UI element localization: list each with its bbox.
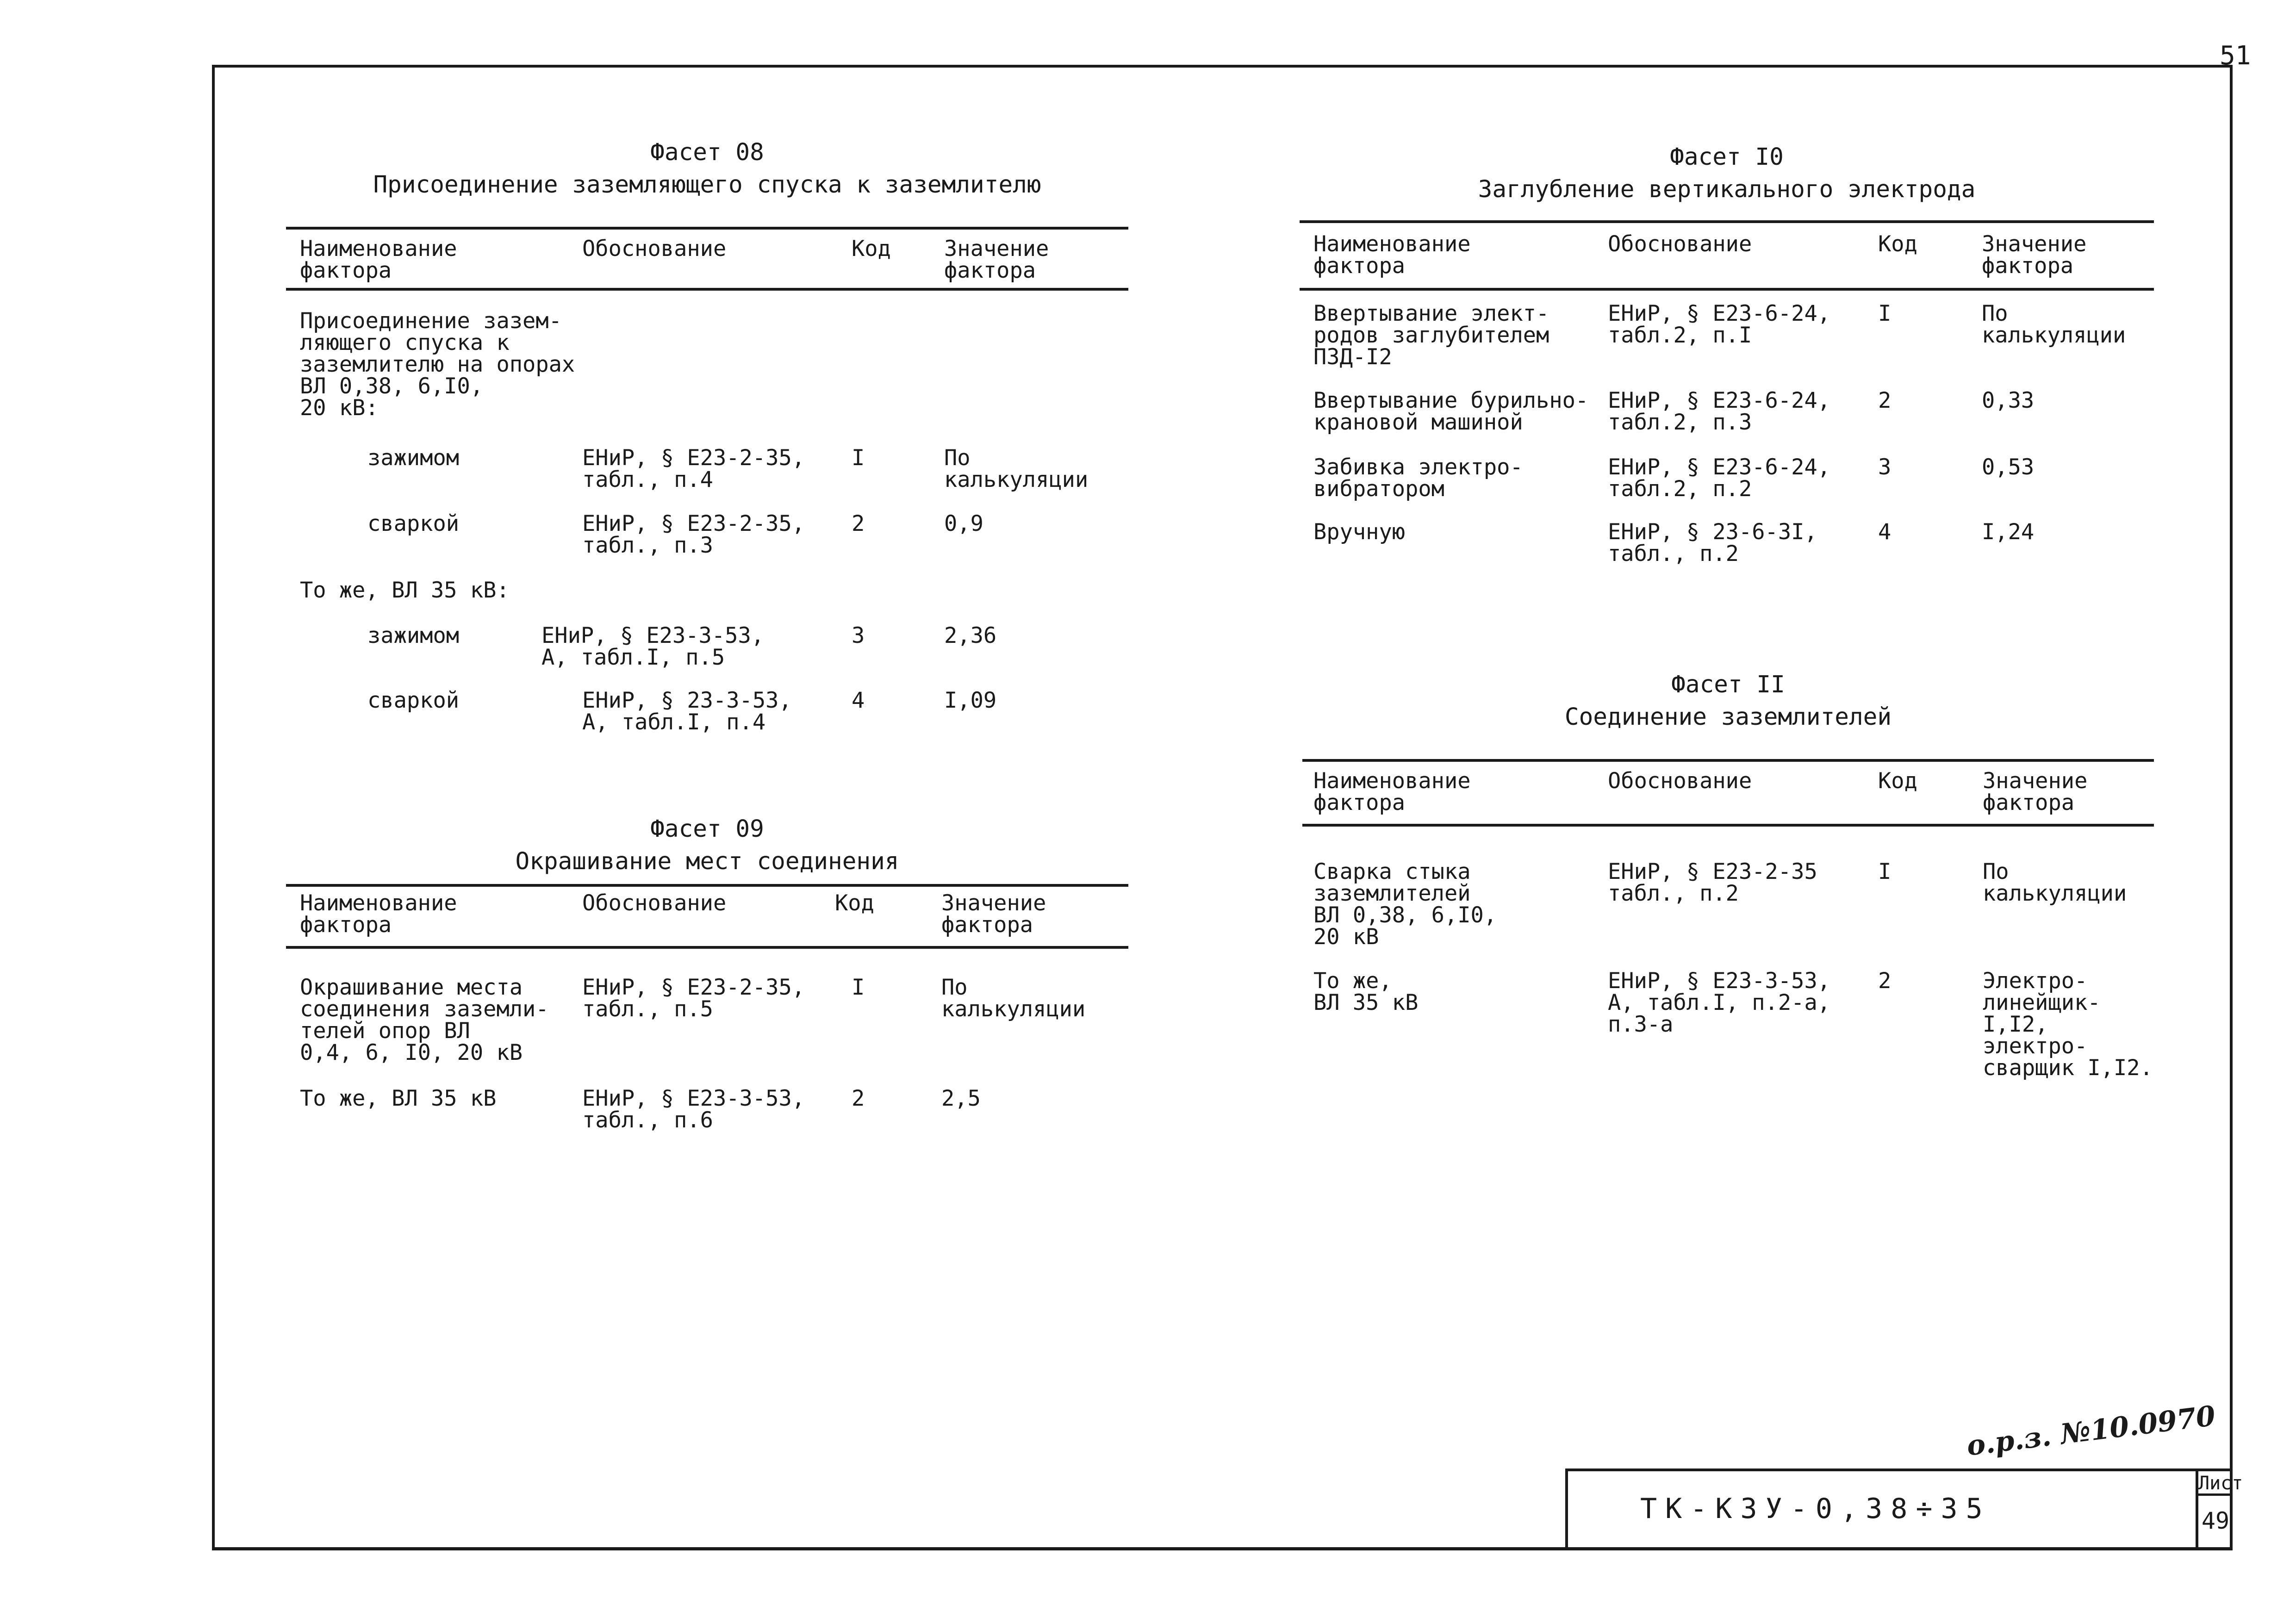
header-value: Значение фактора <box>1983 768 2088 815</box>
row-name: Окрашивание места соединения заземли- телей опор ВЛ 0,4, 6, I0, 20 кВ <box>300 975 549 1065</box>
row-name: сваркой <box>367 511 460 536</box>
row-basis: ЕНиР, § Е23-2-35, табл., п.4 <box>582 445 805 492</box>
row-code: I <box>1878 301 1892 326</box>
title-block <box>1565 1468 2243 1547</box>
row-value: По калькуляции <box>941 975 1086 1022</box>
facet-title: Фасет 09 <box>650 815 764 843</box>
document-code: ТК-КЗУ-0,38÷35 <box>1640 1493 1991 1525</box>
row-value: 0,53 <box>1982 454 2035 480</box>
row-basis: ЕНиР, § Е23-2-35, табл., п.5 <box>582 975 805 1022</box>
row-code: I <box>852 975 865 1000</box>
facet-title: Фасет II <box>1671 671 1785 698</box>
facet-subtitle: Заглубление вертикального электрода <box>1478 176 1976 203</box>
table-rule-top <box>286 884 1128 887</box>
table-rule-header <box>286 946 1128 949</box>
row-basis: ЕНиР, § Е23-6-24, табл.2, п.2 <box>1608 454 1831 502</box>
row-name: сваркой <box>367 688 460 713</box>
row-basis: ЕНиР, § 23-6-3I, табл., п.2 <box>1608 519 1817 566</box>
header-code: Код <box>1878 231 1917 257</box>
row-basis: ЕНиР, § Е23-6-24, табл.2, п.I <box>1608 301 1831 348</box>
row-code: 2 <box>1878 388 1892 413</box>
sheet-label: Лист <box>2198 1473 2233 1496</box>
row-value: I,09 <box>944 688 997 713</box>
table-rule-top <box>286 227 1128 230</box>
header-name: Наименование фактора <box>300 890 457 938</box>
facet-title: Фасет I0 <box>1670 143 1784 171</box>
row-code: 4 <box>1878 519 1892 545</box>
row-basis: ЕНиР, § Е23-3-53, А, табл.I, п.2-а, п.3-а <box>1608 968 1831 1037</box>
header-value: Значение фактора <box>941 890 1046 938</box>
page-number: 51 <box>2220 41 2251 71</box>
row-code: 2 <box>852 1086 865 1111</box>
row-basis: ЕНиР, § Е23-6-24, табл.2, п.3 <box>1608 388 1831 435</box>
facet-subtitle: Присоединение заземляющего спуска к заземлителю <box>373 171 1041 199</box>
row-name: Забивка электро- вибратором <box>1313 454 1523 502</box>
header-code: Код <box>852 236 891 261</box>
row-value: 0,33 <box>1982 388 2035 413</box>
row-value: По калькуляции <box>944 445 1089 492</box>
row-name: Ввертывание элект- родов заглубителем ПЗД-I2 <box>1313 301 1549 370</box>
header-basis: Обоснование <box>582 236 727 261</box>
header-name: Наименование фактора <box>1313 768 1471 815</box>
handwritten-note: о.р.з. №10.0970 <box>1965 1400 2217 1462</box>
table-rule-top <box>1300 220 2154 223</box>
table-rule-header <box>1302 824 2154 827</box>
row-code: 3 <box>852 623 865 648</box>
row-name: зажимом <box>367 623 460 648</box>
row-value: 0,9 <box>944 511 983 536</box>
row-code: 2 <box>1878 968 1892 994</box>
row-basis: ЕНиР, § Е23-2-35, табл., п.3 <box>582 511 805 558</box>
facet-title: Фасет 08 <box>650 139 764 166</box>
row-code: 3 <box>1878 454 1892 480</box>
row-name: То же, ВЛ 35 кВ <box>300 1086 497 1111</box>
facet-subtitle: Окрашивание мест соединения <box>515 848 899 875</box>
row-name: Сварка стыка заземлителей ВЛ 0,38, 6,I0, 20 кВ <box>1313 859 1497 950</box>
row-code: I <box>852 445 865 471</box>
row-value: Электро- линейщик- I,I2, электро- сварщик I,I2. <box>1983 968 2153 1081</box>
header-basis: Обоснование <box>582 890 727 916</box>
row-code: I <box>1878 859 1892 884</box>
row-value: По калькуляции <box>1983 859 2127 906</box>
header-name: Наименование фактора <box>1313 231 1471 279</box>
row-name: То же, ВЛ 35 кВ: <box>300 578 510 603</box>
header-value: Значение фактора <box>944 236 1049 283</box>
header-code: Код <box>1878 768 1917 794</box>
header-name: Наименование фактора <box>300 236 457 283</box>
row-value: По калькуляции <box>1982 301 2126 348</box>
table-rule-top <box>1302 759 2154 762</box>
row-basis: ЕНиР, § Е23-3-53, А, табл.I, п.5 <box>541 623 765 670</box>
row-code: 4 <box>852 688 865 713</box>
row-name: Присоединение зазем- ляющего спуска к заземлителю на опорах ВЛ 0,38, 6,I0, 20 кВ: <box>300 308 575 421</box>
facet-subtitle: Соединение заземлителей <box>1564 703 1892 731</box>
row-name: Вручную <box>1313 519 1406 545</box>
row-basis: ЕНиР, § Е23-2-35 табл., п.2 <box>1608 859 1817 906</box>
row-name: То же, ВЛ 35 кВ <box>1313 968 1419 1015</box>
row-value: 2,5 <box>941 1086 981 1111</box>
sheet-box <box>2196 1471 2243 1547</box>
table-rule-header <box>1300 288 2154 291</box>
row-basis: ЕНиР, § 23-3-53, А, табл.I, п.4 <box>582 688 792 735</box>
row-value: 2,36 <box>944 623 997 648</box>
header-value: Значение фактора <box>1982 231 2087 279</box>
header-basis: Обоснование <box>1608 768 1752 794</box>
row-basis: ЕНиР, § Е23-3-53, табл., п.6 <box>582 1086 805 1133</box>
row-value: I,24 <box>1982 519 2035 545</box>
header-basis: Обоснование <box>1608 231 1752 257</box>
row-name: Ввертывание бурильно- крановой машиной <box>1313 388 1589 435</box>
sheet-number: 49 <box>2201 1507 2230 1534</box>
row-name: зажимом <box>367 445 460 471</box>
table-rule-header <box>286 288 1128 291</box>
header-code: Код <box>835 890 874 916</box>
row-code: 2 <box>852 511 865 536</box>
